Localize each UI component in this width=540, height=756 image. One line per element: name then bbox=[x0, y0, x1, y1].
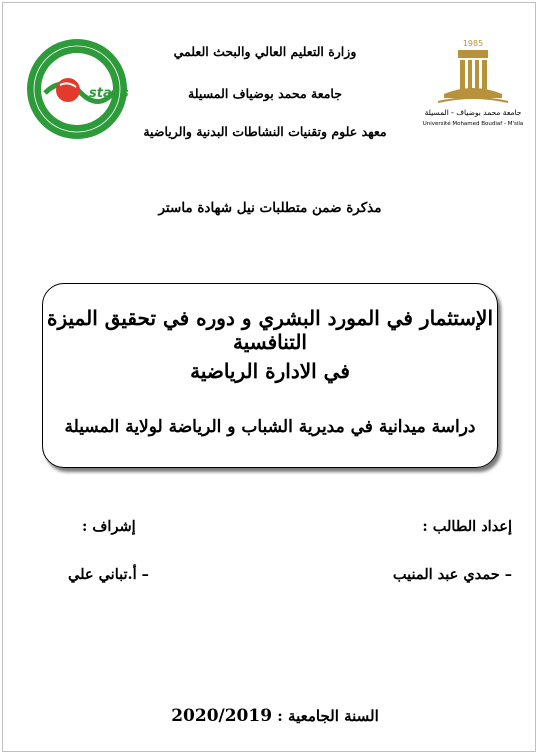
supervisor-label: إشراف : bbox=[82, 518, 136, 535]
university-name: جامعة محمد بوضياف المسيلة bbox=[188, 86, 342, 101]
title-box bbox=[42, 283, 498, 468]
title-line-1: الإستثمار في المورد البشري و دوره في تحقيق الميزة التنافسية bbox=[46, 306, 494, 354]
academic-year-label: السنة الجامعية : bbox=[277, 707, 379, 725]
title-subtitle: دراسة ميدانية في مديرية الشباب و الرياضة لولاية المسيلة bbox=[64, 417, 476, 437]
institute-staps-logo-icon bbox=[23, 35, 131, 143]
logo-left-center-text: staps bbox=[89, 86, 129, 101]
institute-name: معهد علوم وتقنيات النشاطات البدنية والرياضية bbox=[143, 124, 387, 139]
supervisor-name: – أ.تباني علي bbox=[68, 566, 149, 583]
title-line-2: في الادارة الرياضية bbox=[190, 359, 350, 383]
ministry-name: وزارة التعليم العالي والبحث العلمي bbox=[173, 44, 357, 59]
academic-year-value: 2020/2019 bbox=[171, 706, 273, 726]
logo-right-caption-fr: Université Mohamed Boudiaf - M'sila bbox=[422, 121, 524, 127]
thesis-note: مذكرة ضمن متطلبات نيل شهادة ماستر bbox=[158, 200, 382, 216]
university-building-logo-icon bbox=[418, 36, 528, 131]
student-label: إعداد الطالب : bbox=[422, 518, 512, 535]
academic-year bbox=[165, 706, 385, 726]
logo-right-year: 1985 bbox=[462, 39, 484, 48]
student-name: – حمدي عبد المنيب bbox=[392, 566, 512, 583]
logo-right-caption-ar: جامعة محمد بوضياف - المسيلة bbox=[424, 108, 522, 117]
